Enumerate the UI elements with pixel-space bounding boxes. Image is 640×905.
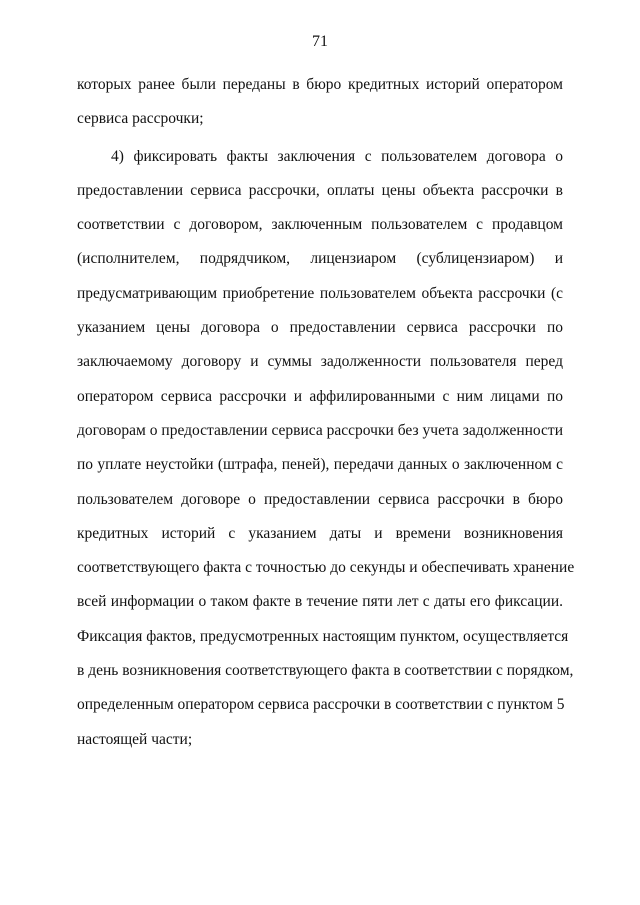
text-line: заключаемому договору и суммы задолженности пользователя перед: [77, 353, 563, 371]
text-line: пользователем договоре о предоставлении сервиса рассрочки в бюро: [77, 490, 563, 508]
paragraph-continuation: [77, 68, 563, 137]
text-line: определенным оператором сервиса рассрочки в соответствии с пунктом 5: [77, 696, 565, 714]
paragraph-item-4: [77, 140, 575, 757]
text-line: всей информации о таком факте в течение пяти лет с даты его фиксации.: [77, 593, 563, 611]
text-line: по уплате неустойки (штрафа, пеней), передачи данных о заключенном с: [77, 456, 563, 474]
text-line: сервиса рассрочки;: [77, 110, 204, 128]
text-line: (исполнителем, подрядчиком, лицензиаром (сублицензиаром) и: [77, 250, 563, 268]
text-line: соответствии с договором, заключенным пользователем с продавцом: [77, 216, 563, 234]
text-line: оператором сервиса рассрочки и аффилированными с ним лицами по: [77, 387, 563, 405]
text-line: кредитных историй с указанием даты и времени возникновения: [77, 524, 563, 542]
text-line: соответствующего факта с точностью до секунды и обеспечивать хранение: [77, 559, 575, 577]
text-line: настоящей части;: [77, 730, 193, 748]
text-line: Фиксация фактов, предусмотренных настоящим пунктом, осуществляется: [77, 627, 569, 645]
text-line: предусматривающим приобретение пользователем объекта рассрочки (с: [77, 284, 563, 302]
text-line: в день возникновения соответствующего факта в соответствии с порядком,: [77, 662, 574, 680]
text-line: которых ранее были переданы в бюро кредитных историй оператором: [77, 76, 563, 93]
text-line: указанием цены договора о предоставлении сервиса рассрочки по: [77, 319, 563, 337]
text-line: предоставлении сервиса рассрочки, оплаты цены объекта рассрочки в: [77, 181, 563, 199]
text-line: 4) фиксировать факты заключения с пользователем договора о: [111, 147, 563, 165]
document-body: [77, 68, 575, 757]
text-line: договорам о предоставлении сервиса рассрочки без учета задолженности: [77, 421, 563, 439]
page-number: 71: [312, 33, 328, 50]
